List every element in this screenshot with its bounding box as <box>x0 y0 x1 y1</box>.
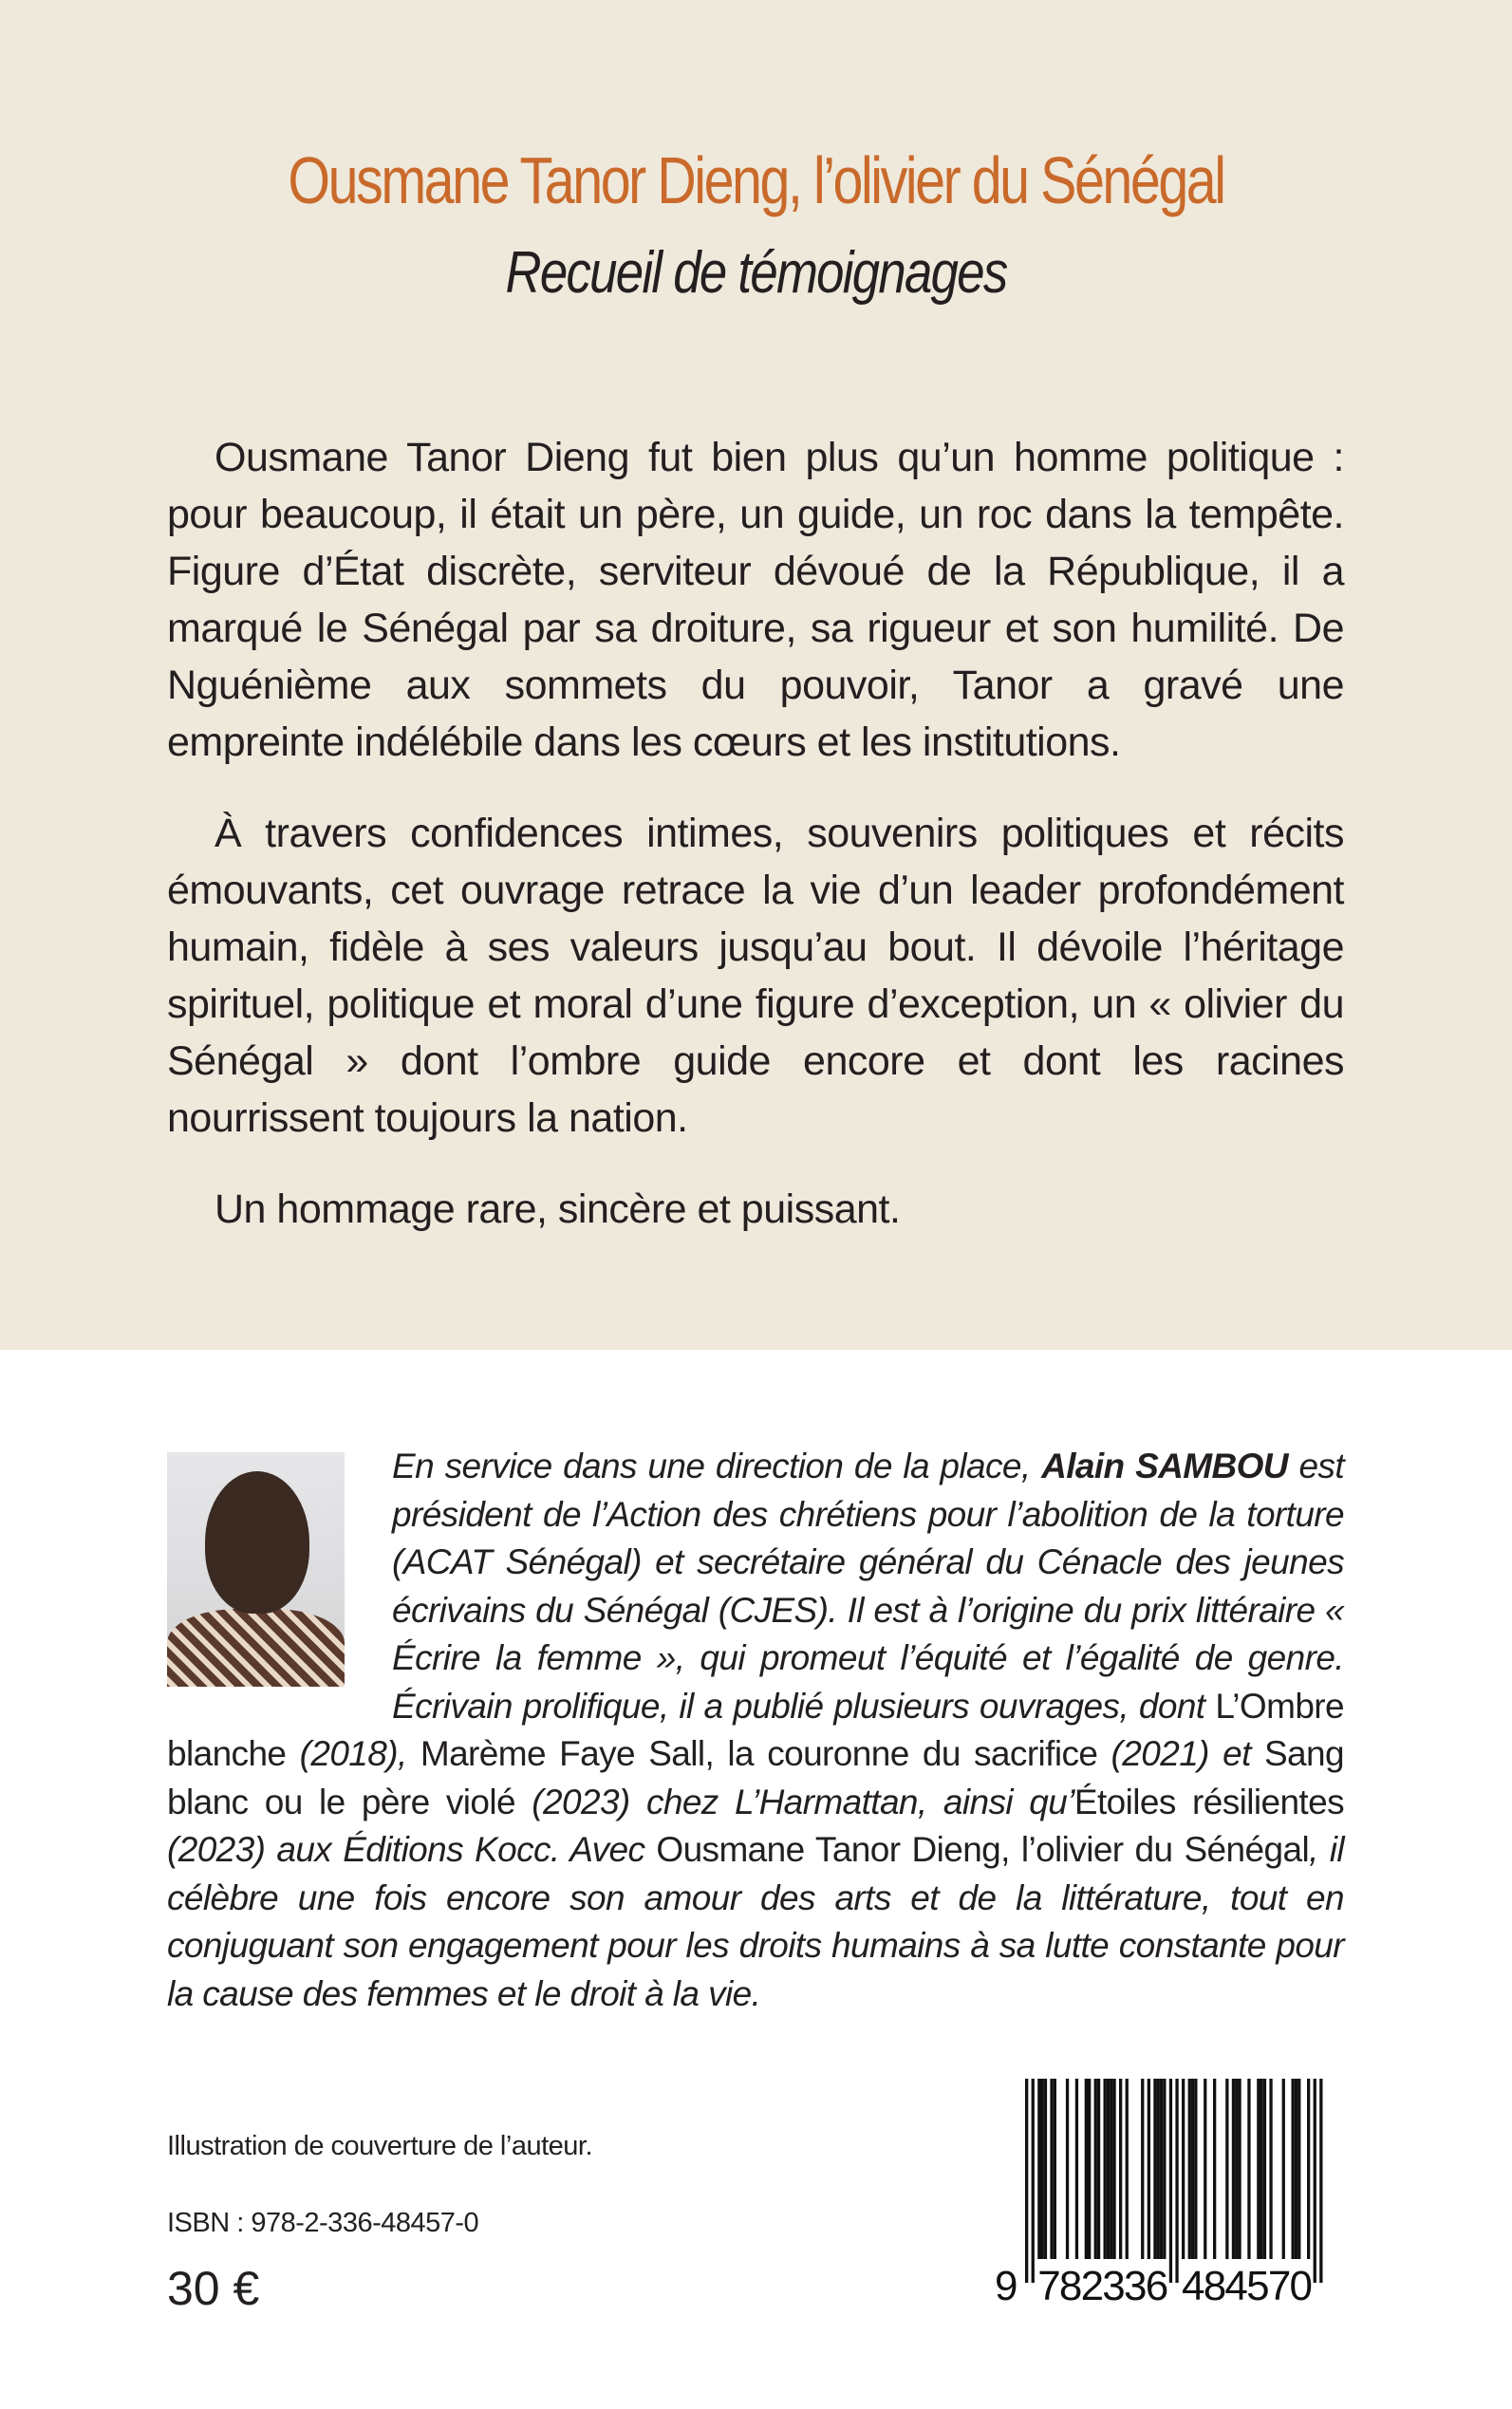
barcode-bar <box>1085 2079 1088 2259</box>
barcode-bar <box>1297 2079 1300 2259</box>
barcode-bar <box>1163 2079 1166 2259</box>
barcode-bar <box>1169 2079 1172 2283</box>
book-subtitle: Recueil de témoignages <box>505 240 1007 306</box>
barcode-bar <box>1157 2079 1160 2259</box>
barcode-bar <box>1025 2079 1028 2283</box>
barcode-bar <box>1235 2079 1238 2259</box>
barcode-bar <box>1319 2079 1322 2283</box>
barcode-bar <box>1269 2079 1272 2259</box>
barcode-bar <box>1054 2079 1056 2259</box>
isbn-barcode <box>987 2069 1348 2306</box>
barcode-digits: 484570 <box>1182 2263 1313 2306</box>
barcode-bar <box>1075 2079 1078 2259</box>
barcode-bar <box>1191 2079 1194 2259</box>
barcode-bar <box>1238 2079 1241 2259</box>
barcode-bar <box>1175 2079 1178 2283</box>
barcode-bar <box>1032 2079 1035 2283</box>
barcode-bar <box>1232 2079 1235 2259</box>
barcode-bar <box>1141 2079 1144 2259</box>
barcode-bar <box>1037 2079 1040 2259</box>
synopsis-paragraph: À travers confidences intimes, souvenirs politiques et récits émouvants, cet ouvrage retrace la vie d’un leader profondément humain, fidèle à ses valeurs jusqu’au bout. Il dévoile l’héritage spirituel, politique et moral d’une figure d’exception, un « olivier du Sénégal » dont l’ombre guide encore et dont les racines nourrissent toujours la nation. <box>167 811 1344 1141</box>
barcode-bar <box>1247 2079 1250 2259</box>
barcode-bar <box>1188 2079 1191 2259</box>
barcode-bar <box>1110 2079 1112 2259</box>
barcode-bar <box>1094 2079 1097 2259</box>
barcode-bar <box>1066 2079 1069 2259</box>
barcode-bar <box>1257 2079 1260 2259</box>
barcode-bar <box>1292 2079 1295 2259</box>
barcode-bar <box>1126 2079 1129 2259</box>
price: 30 € <box>167 2262 260 2315</box>
barcode-bar <box>1050 2079 1053 2259</box>
barcode-bar <box>1282 2079 1285 2259</box>
barcode-bar <box>1225 2079 1228 2259</box>
barcode-digits: 782336 <box>1037 2263 1169 2306</box>
barcode-digits: 9 <box>995 2263 1018 2306</box>
barcode-bar <box>1107 2079 1110 2259</box>
barcode-bar <box>1295 2079 1297 2259</box>
bio-segment: En service dans une direction de la place, <box>392 1447 1042 1485</box>
bio-segment: Ousmane Tanor Dieng, l’olivier du Sénégal <box>656 1830 1310 1869</box>
barcode-bar <box>1213 2079 1216 2259</box>
bio-segment: (2023) chez L’Harmattan, ainsi qu’ <box>514 1782 1074 1821</box>
barcode-bar <box>1153 2079 1156 2259</box>
barcode-bar <box>1182 2079 1185 2259</box>
barcode-bar <box>1044 2079 1047 2259</box>
bio-segment: (2021) et <box>1097 1734 1264 1773</box>
barcode-bar <box>1307 2079 1310 2259</box>
bio-segment: Alain SAMBOU <box>1041 1447 1288 1485</box>
bio-segment: Sang blanc ou le père violé <box>167 1734 1344 1821</box>
barcode-bar <box>1119 2079 1122 2259</box>
book-title: Ousmane Tanor Dieng, l’olivier du Sénégal <box>288 143 1224 217</box>
illustration-credit: Illustration de couverture de l’auteur. <box>167 2131 592 2161</box>
synopsis-paragraph: Un hommage rare, sincère et puissant. <box>215 1186 901 1232</box>
barcode-bar <box>1263 2079 1266 2259</box>
author-photo <box>167 1452 345 1687</box>
isbn: ISBN : 978-2-336-48457-0 <box>167 2208 479 2238</box>
bio-segment: Étoiles résilientes <box>1073 1782 1344 1821</box>
barcode-bar <box>1160 2079 1163 2259</box>
barcode-bar <box>1314 2079 1316 2283</box>
bio-segment: Marème Faye Sall, la couronne du sacrifice <box>420 1734 1098 1773</box>
synopsis-paragraph: Ousmane Tanor Dieng fut bien plus qu’un homme politique : pour beaucoup, il était un père, un guide, un roc dans la tempête. Figure d’État discrète, serviteur dévoué de la République, il a marqué le Sénégal par sa droiture, sa rigueur et son humilité. De Nguénième aux sommets du pouvoir, Tanor a gravé une empreinte indélébile dans les cœurs et les institutions. <box>167 435 1344 765</box>
bio-segment: est président de l’Action des chrétiens pour l’abolition de la torture (ACAT Sénégal) et secrétaire général du Cénacle des jeunes écrivains du Sénégal (CJES). Il est à l’origine du prix littéraire « Écrire la femme », qui promeut l’équité et l’égalité de genre. Écrivain prolifique, il a publié plusieurs ouvrages, dont <box>392 1447 1344 1726</box>
barcode-bar <box>1097 2079 1100 2259</box>
bio-segment: L’Ombre blanche <box>167 1686 1344 1773</box>
bio-segment: (2018), <box>286 1734 420 1773</box>
barcode-bar <box>1260 2079 1263 2259</box>
barcode-bar <box>1148 2079 1150 2259</box>
barcode-bar <box>1204 2079 1206 2259</box>
barcode-bar <box>1088 2079 1091 2259</box>
barcode-bar <box>1112 2079 1115 2259</box>
barcode-bar <box>1104 2079 1107 2259</box>
barcode-bar <box>1041 2079 1044 2259</box>
barcode-bar <box>1194 2079 1197 2259</box>
bio-segment: , il célèbre une fois encore son amour des arts et de la littérature, tout en conjuguant son engagement pour les droits humains à sa lutte constante pour la cause des femmes et le droit à la vie. <box>167 1830 1344 2013</box>
author-bio <box>167 1443 1344 2018</box>
synopsis <box>167 429 1344 1272</box>
bio-segment: (2023) aux Éditions Kocc. Avec <box>167 1830 657 1869</box>
